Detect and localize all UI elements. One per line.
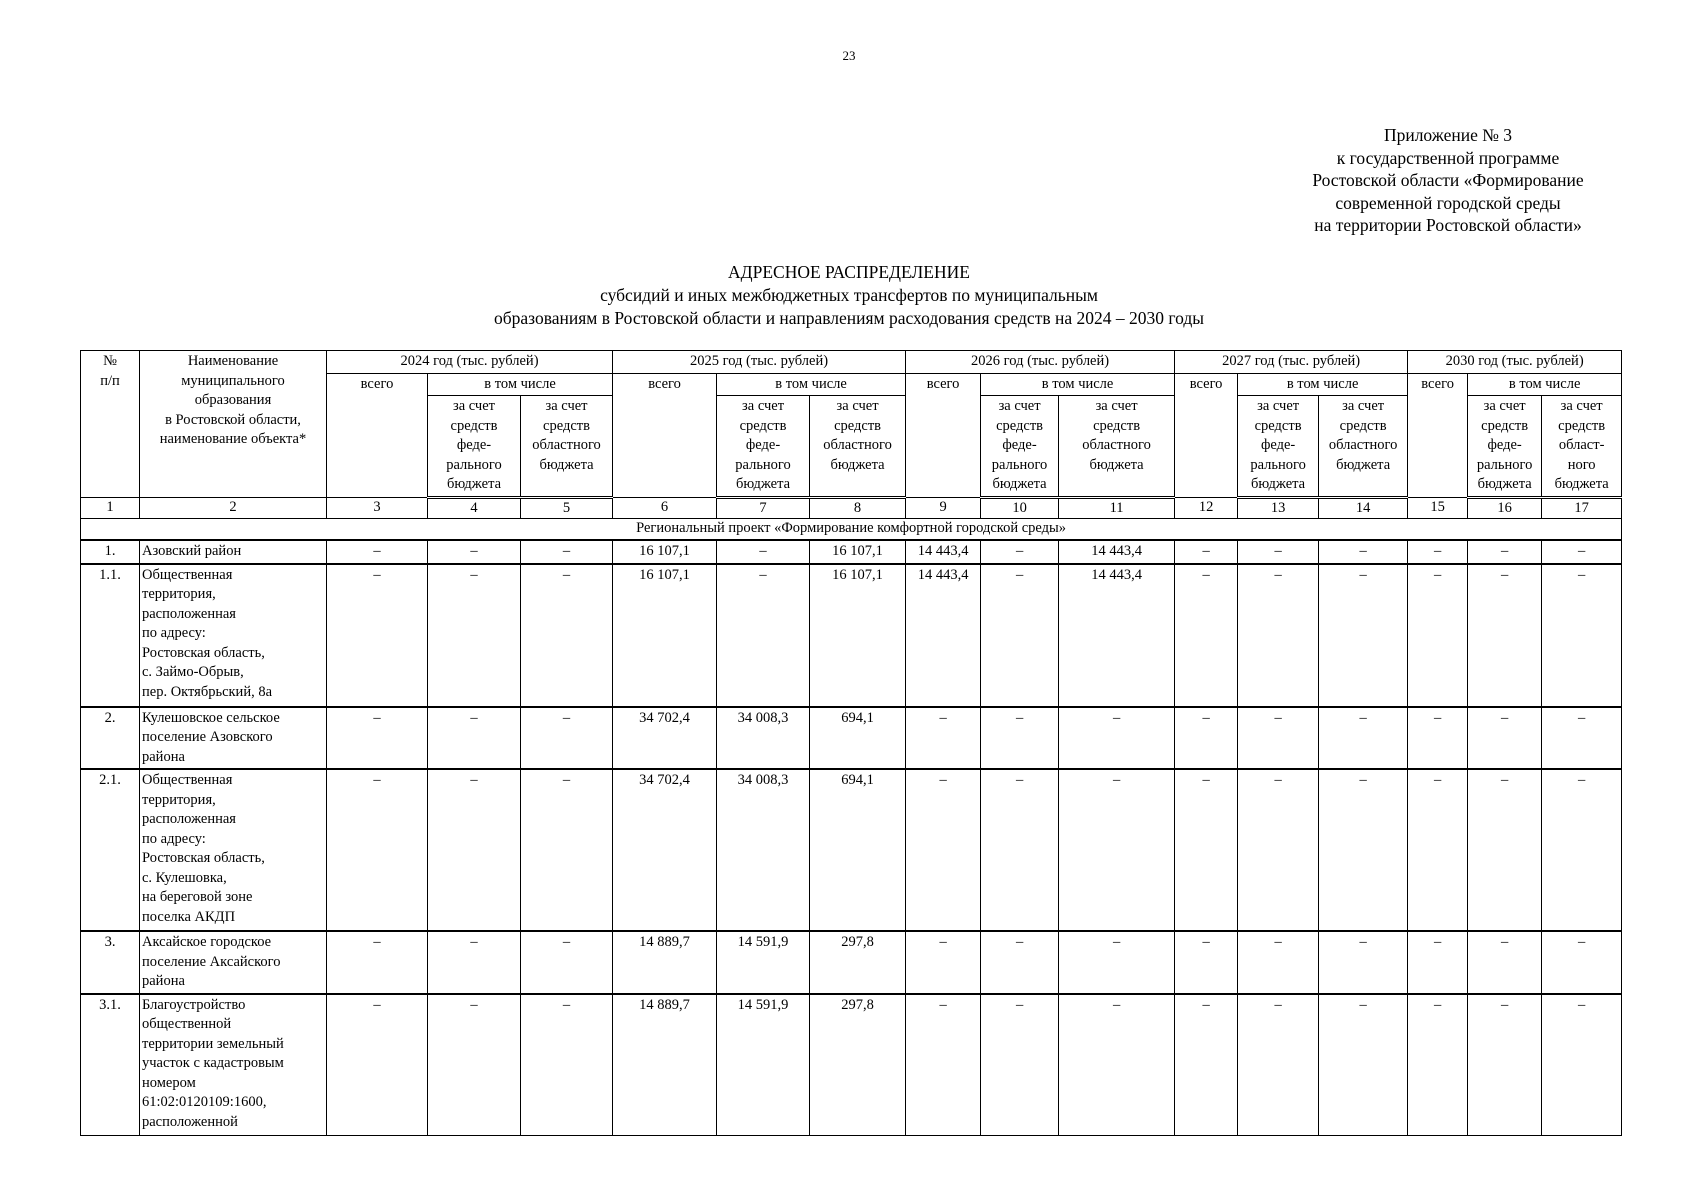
column-number: 10 [981,497,1059,519]
cell-value: – [906,707,981,770]
row-name: Кулешовское сельское поселение Азовского района [140,707,327,770]
title-line: образованиям в Ростовской области и направлениям расходования средств на 2024 – 2030 годы [493,308,1205,328]
appendix-reference [1278,124,1618,237]
cell-value: – [1238,707,1319,770]
header-federal-budget: за счет средств феде- рального бюджета [1238,396,1319,498]
document-title [0,261,1698,330]
column-number: 9 [906,497,981,519]
cell-value: – [1468,994,1542,1136]
cell-value: – [1408,931,1468,994]
cell-value: 16 107,1 [613,540,717,564]
cell-value: – [521,994,613,1136]
cell-value: 14 443,4 [906,540,981,564]
column-number: 12 [1175,497,1238,519]
column-number: 3 [327,497,428,519]
row-name: Азовский район [140,540,327,564]
column-number: 6 [613,497,717,519]
row-name: Благоустройство общественной территории земельный участок с кадастровым номером 61:02:0120109:1600, расположенной [140,994,327,1136]
cell-value: – [1542,540,1622,564]
cell-value: – [521,540,613,564]
section-title: Региональный проект «Формирование комфортной городской среды» [81,519,1622,540]
header-year-2024: 2024 год (тыс. рублей) [327,351,613,374]
cell-value: – [1468,769,1542,931]
distribution-table [80,350,1622,1136]
cell-value: 14 591,9 [717,931,810,994]
cell-value: – [1238,540,1319,564]
header-year-2030: 2030 год (тыс. рублей) [1408,351,1622,374]
cell-value: – [327,707,428,770]
cell-value: 16 107,1 [613,564,717,707]
header-total: всего [1408,373,1468,497]
cell-value: – [981,707,1059,770]
row-number: 2. [81,707,140,770]
cell-value: 16 107,1 [810,564,906,707]
cell-value: – [1468,707,1542,770]
header-federal-budget: за счет средств феде- рального бюджета [981,396,1059,498]
cell-value: – [1175,931,1238,994]
cell-value: – [1542,707,1622,770]
cell-value: – [428,931,521,994]
appendix-line: Приложение № 3 [1383,125,1513,145]
cell-value: – [327,564,428,707]
header-including: в том числе [981,373,1175,396]
cell-value: – [327,769,428,931]
page-number: 23 [842,48,856,63]
cell-value: 694,1 [810,707,906,770]
table-row [81,769,1622,931]
cell-value: – [1319,540,1408,564]
column-number: 15 [1408,497,1468,519]
column-number: 1 [81,497,140,519]
cell-value: – [327,540,428,564]
header-including: в том числе [1238,373,1408,396]
column-number: 4 [428,497,521,519]
cell-value: – [327,931,428,994]
cell-value: – [1468,564,1542,707]
cell-value: – [1408,564,1468,707]
cell-value: – [1238,769,1319,931]
header-year-2026: 2026 год (тыс. рублей) [906,351,1175,374]
cell-value: – [717,540,810,564]
cell-value: – [327,994,428,1136]
row-name: Общественная территория, расположенная по адресу: Ростовская область, с. Кулешовка, на береговой зоне поселка АКДП [140,769,327,931]
row-number: 2.1. [81,769,140,931]
cell-value: – [717,564,810,707]
column-number: 14 [1319,497,1408,519]
appendix-line: Ростовской области «Формирование [1312,170,1584,190]
cell-value: – [1542,564,1622,707]
column-number: 5 [521,497,613,519]
cell-value: 34 702,4 [613,707,717,770]
row-name: Общественная территория, расположенная по адресу: Ростовская область, с. Займо-Обрыв, пер. Октябрьский, 8а [140,564,327,707]
cell-value: – [428,994,521,1136]
cell-value: 14 443,4 [1059,564,1175,707]
column-number: 11 [1059,497,1175,519]
cell-value: – [1238,994,1319,1136]
cell-value: – [428,540,521,564]
cell-value: – [428,707,521,770]
header-total: всего [906,373,981,497]
cell-value: – [1542,931,1622,994]
table-row [81,564,1622,707]
cell-value: – [428,564,521,707]
cell-value: – [1408,769,1468,931]
cell-value: – [1408,994,1468,1136]
row-name: Аксайское городское поселение Аксайского района [140,931,327,994]
cell-value: – [428,769,521,931]
cell-value: – [1319,931,1408,994]
cell-value: – [1238,564,1319,707]
header-including: в том числе [717,373,906,396]
row-number: 3. [81,931,140,994]
appendix-line: на территории Ростовской области» [1314,215,1582,235]
header-number: № п/п [81,351,140,498]
header-total: всего [613,373,717,497]
column-number: 17 [1542,497,1622,519]
cell-value: – [1542,769,1622,931]
cell-value: – [1542,994,1622,1136]
column-number: 13 [1238,497,1319,519]
header-name: Наименование муниципального образования в Ростовской области, наименование объекта* [140,351,327,498]
cell-value: – [1319,707,1408,770]
cell-value: – [1059,931,1175,994]
column-number-row [81,497,1622,519]
header-including: в том числе [428,373,613,396]
title-line: субсидий и иных межбюджетных трансфертов по муниципальным [600,285,1098,305]
cell-value: – [521,931,613,994]
appendix-line: к государственной программе [1336,147,1560,168]
cell-value: – [1175,564,1238,707]
cell-value: – [1468,931,1542,994]
table-row [81,707,1622,770]
cell-value: – [521,769,613,931]
header-regional-budget: за счет средств областного бюджета [1059,396,1175,498]
cell-value: – [521,564,613,707]
header-year-2027: 2027 год (тыс. рублей) [1175,351,1408,374]
row-number: 1.1. [81,564,140,707]
cell-value: – [1319,564,1408,707]
cell-value: – [1175,540,1238,564]
cell-value: – [906,931,981,994]
column-number: 8 [810,497,906,519]
cell-value: – [1319,994,1408,1136]
header-regional-budget: за счет средств област- ного бюджета [1542,396,1622,498]
title-line: АДРЕСНОЕ РАСПРЕДЕЛЕНИЕ [728,262,970,282]
cell-value: 297,8 [810,994,906,1136]
cell-value: 14 591,9 [717,994,810,1136]
cell-value: – [981,769,1059,931]
cell-value: – [1468,540,1542,564]
cell-value: – [981,564,1059,707]
cell-value: – [1175,707,1238,770]
column-number: 7 [717,497,810,519]
cell-value: – [1175,994,1238,1136]
cell-value: 14 889,7 [613,931,717,994]
table-row [81,931,1622,994]
header-including: в том числе [1468,373,1622,396]
cell-value: – [1408,707,1468,770]
cell-value: 34 008,3 [717,707,810,770]
cell-value: – [906,994,981,1136]
cell-value: 16 107,1 [810,540,906,564]
cell-value: 14 443,4 [1059,540,1175,564]
header-regional-budget: за счет средств областного бюджета [521,396,613,498]
header-regional-budget: за счет средств областного бюджета [1319,396,1408,498]
cell-value: 34 008,3 [717,769,810,931]
cell-value: 297,8 [810,931,906,994]
table-row [81,994,1622,1136]
cell-value: – [906,769,981,931]
header-total: всего [327,373,428,497]
header-year-2025: 2025 год (тыс. рублей) [613,351,906,374]
header-regional-budget: за счет средств областного бюджета [810,396,906,498]
cell-value: – [1175,769,1238,931]
cell-value: – [981,540,1059,564]
cell-value: – [1319,769,1408,931]
cell-value: – [521,707,613,770]
cell-value: – [1059,769,1175,931]
cell-value: – [1408,540,1468,564]
section-row [81,519,1622,540]
cell-value: – [981,931,1059,994]
row-number: 1. [81,540,140,564]
row-number: 3.1. [81,994,140,1136]
table-row [81,540,1622,564]
appendix-line: современной городской среды [1335,192,1561,213]
cell-value: – [981,994,1059,1136]
header-total: всего [1175,373,1238,497]
header-federal-budget: за счет средств феде- рального бюджета [1468,396,1542,498]
header-federal-budget: за счет средств феде- рального бюджета [428,396,521,498]
column-number: 16 [1468,497,1542,519]
cell-value: 14 889,7 [613,994,717,1136]
cell-value: 14 443,4 [906,564,981,707]
cell-value: 694,1 [810,769,906,931]
cell-value: – [1059,707,1175,770]
header-federal-budget: за счет средств феде- рального бюджета [717,396,810,498]
cell-value: – [1059,994,1175,1136]
cell-value: 34 702,4 [613,769,717,931]
column-number: 2 [140,497,327,519]
cell-value: – [1238,931,1319,994]
